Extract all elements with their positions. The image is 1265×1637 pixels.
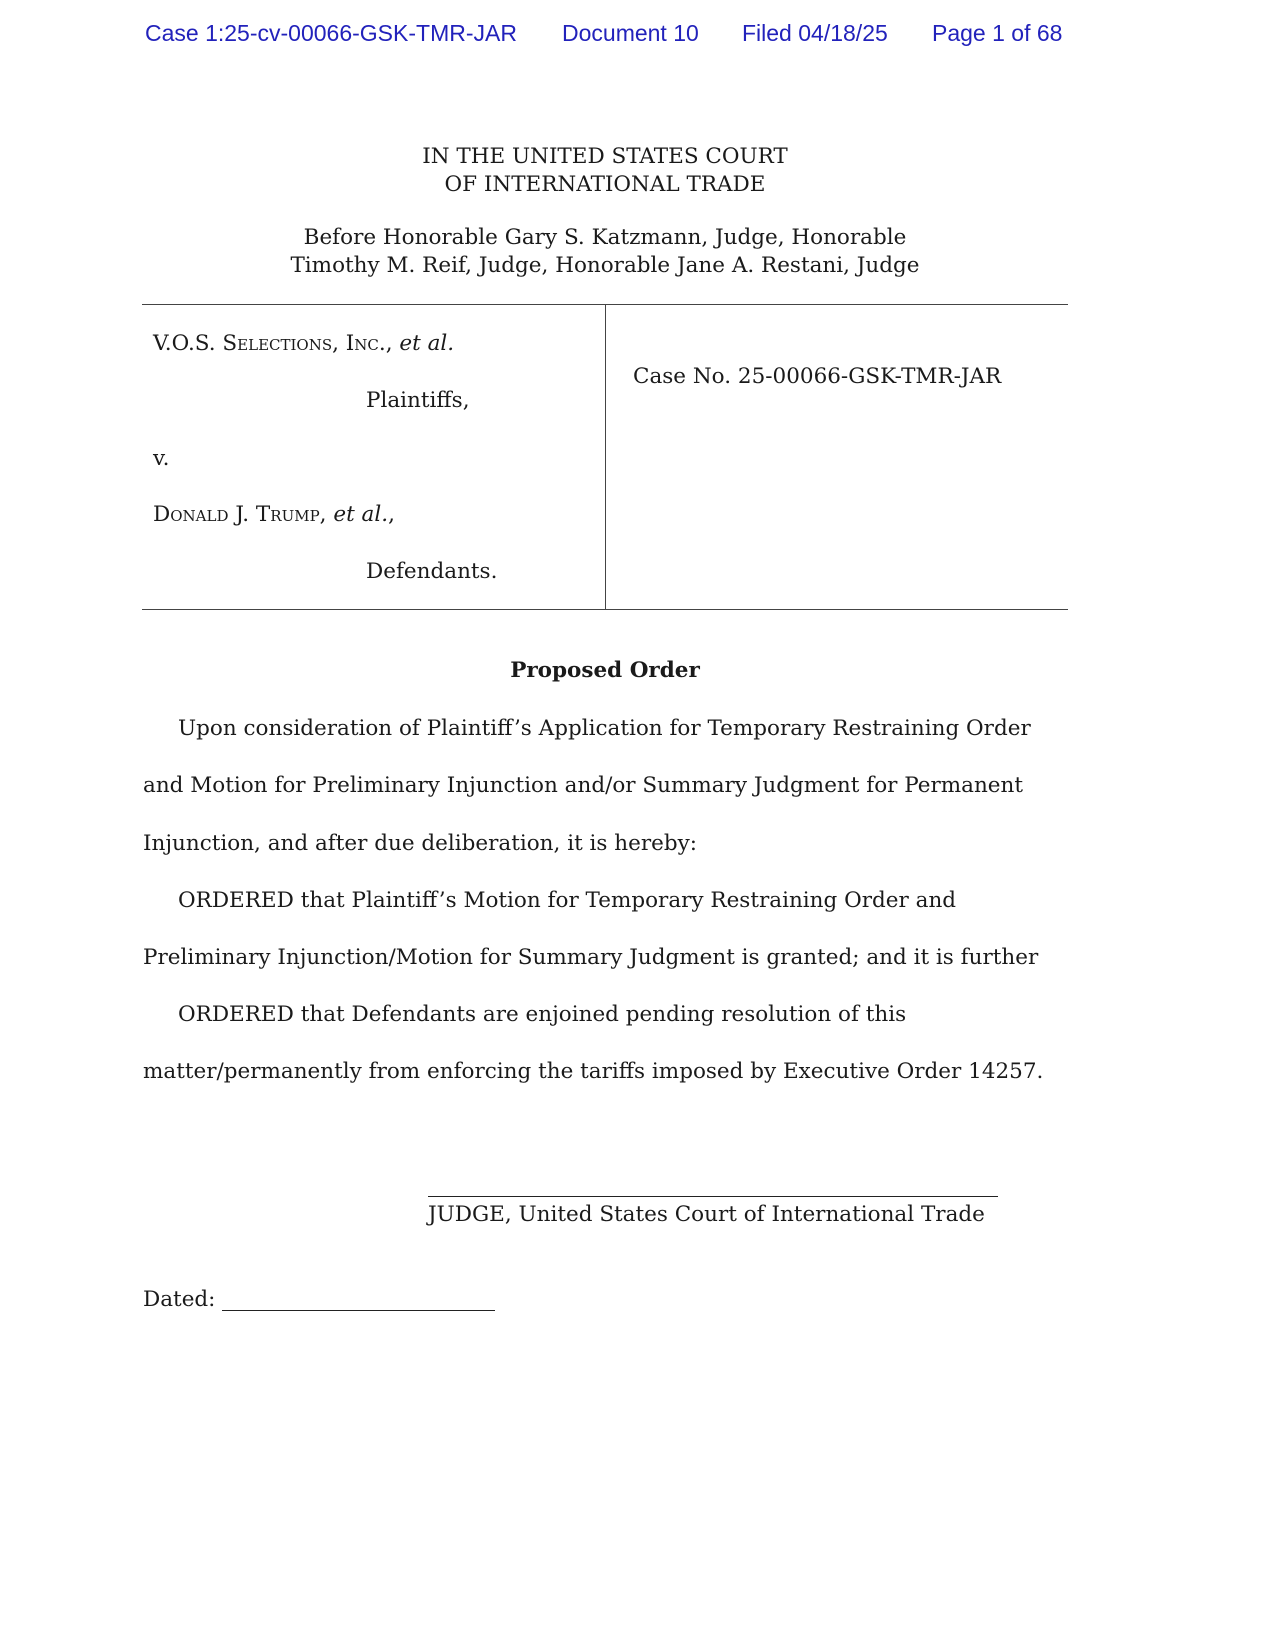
- defendant-name: [153, 502, 395, 527]
- court-name-line2: OF INTERNATIONAL TRADE: [444, 172, 766, 197]
- plaintiff-name-text: V.O.S. Selections, Inc.,: [153, 331, 393, 356]
- header-page-number: Page 1 of 68: [932, 20, 1063, 46]
- order-line: and Motion for Preliminary Injunction and/or Summary Judgment for Permanent: [143, 773, 1024, 798]
- order-line: ORDERED that Defendants are enjoined pending resolution of this: [178, 1002, 907, 1027]
- order-line: Upon consideration of Plaintiff’s Application for Temporary Restraining Order: [178, 716, 1031, 741]
- header-case-number: Case 1:25-cv-00066-GSK-TMR-JAR: [145, 20, 517, 46]
- order-line: Injunction, and after due deliberation, it is hereby:: [143, 831, 698, 856]
- judges-line1: Before Honorable Gary S. Katzmann, Judge, Honorable: [303, 225, 907, 250]
- dated-label: Dated:: [143, 1287, 216, 1312]
- order-line: matter/permanently from enforcing the tariffs imposed by Executive Order 14257.: [143, 1059, 1044, 1084]
- judges-line2: Timothy M. Reif, Judge, Honorable Jane A. Restani, Judge: [290, 253, 920, 278]
- caption-divider: [605, 304, 606, 610]
- defendant-etal: et al.: [333, 502, 389, 527]
- court-name-line1: IN THE UNITED STATES COURT: [422, 144, 788, 169]
- order-title: Proposed Order: [510, 658, 700, 683]
- plaintiff-etal: et al.: [399, 331, 455, 356]
- case-number: Case No. 25-00066-GSK-TMR-JAR: [633, 364, 1002, 389]
- caption-bottom-rule: [142, 609, 1068, 610]
- signature-line: [428, 1196, 998, 1197]
- versus: v.: [153, 446, 170, 471]
- defendant-name-text: Donald J. Trump,: [153, 502, 327, 527]
- signature-label: JUDGE, United States Court of International Trade: [428, 1202, 985, 1227]
- order-line: Preliminary Injunction/Motion for Summary Judgment is granted; and it is further: [143, 945, 1039, 970]
- plaintiff-name: [153, 331, 454, 356]
- defendant-suffix: ,: [388, 502, 395, 527]
- order-line: ORDERED that Plaintiff’s Motion for Temporary Restraining Order and: [178, 888, 957, 913]
- dated-line: [222, 1310, 495, 1311]
- header-document-number: Document 10: [562, 20, 699, 46]
- plaintiff-role: Plaintiffs,: [366, 388, 470, 413]
- header-filed-date: Filed 04/18/25: [742, 20, 888, 46]
- defendant-role: Defendants.: [366, 559, 498, 584]
